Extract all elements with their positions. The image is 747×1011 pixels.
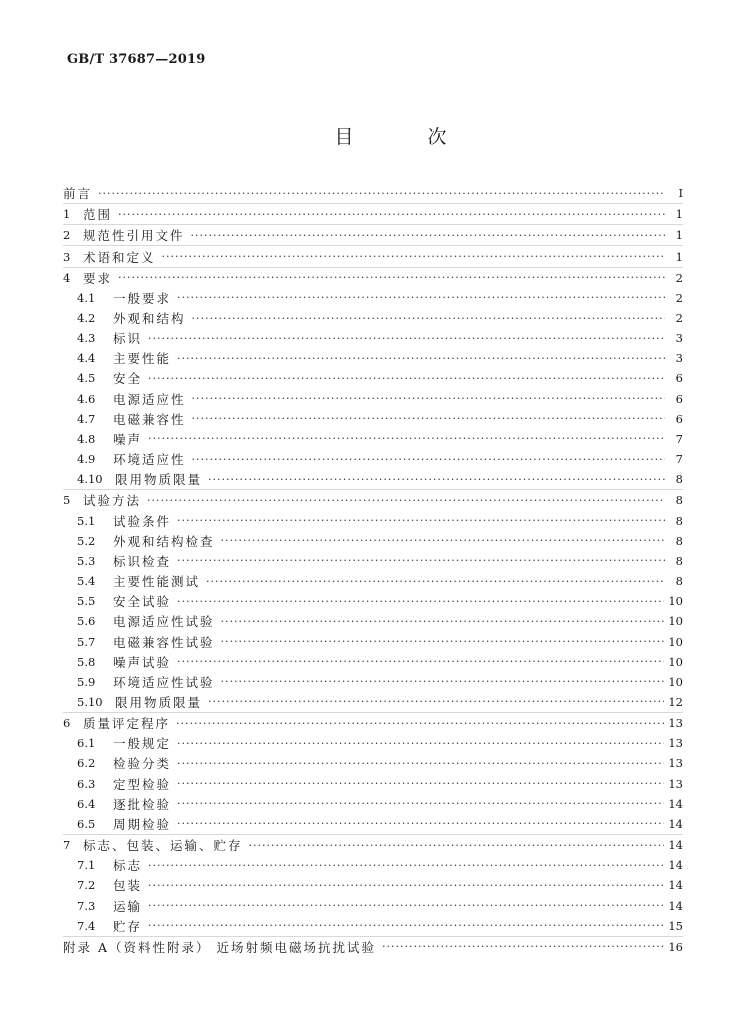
toc-entry[interactable] <box>63 611 683 631</box>
toc-entry[interactable] <box>63 895 683 915</box>
toc-entry-title: 噪声试验 <box>113 654 172 670</box>
dot-leader <box>177 655 664 668</box>
dot-leader <box>177 817 664 830</box>
toc-entry[interactable] <box>63 531 683 551</box>
toc-entry[interactable] <box>63 652 683 672</box>
toc-entry-number: 7.3 <box>77 898 96 913</box>
dot-leader <box>177 514 665 527</box>
toc-entry[interactable] <box>63 288 683 308</box>
toc-entry-title: 检验分类 <box>113 756 172 772</box>
page-title: 目 次 <box>334 126 481 148</box>
toc-entry-number: 7 <box>63 838 71 853</box>
toc-entry-page: 14 <box>668 796 683 811</box>
toc-entry-page: 14 <box>668 816 683 831</box>
toc-entry-page: 13 <box>668 736 683 751</box>
toc-entry-page: 10 <box>668 614 683 629</box>
toc-entry-page: 7 <box>675 431 683 446</box>
toc-entry[interactable] <box>63 551 683 571</box>
toc-entry-page: 1 <box>675 249 683 264</box>
toc-entry-title: 标志 <box>113 858 143 874</box>
toc-entry-page: 10 <box>668 594 683 609</box>
toc-entry-title: 电磁兼容性 <box>113 411 186 427</box>
toc-entry-page: 7 <box>675 452 683 467</box>
toc-entry-number: 6.4 <box>77 796 96 811</box>
toc-entry-number: 4.9 <box>77 452 96 467</box>
toc-entry-number: 4.2 <box>77 311 96 326</box>
dot-leader <box>148 432 665 445</box>
toc-entry[interactable] <box>63 692 683 712</box>
dot-leader <box>208 473 665 486</box>
toc-entry-number: 4.10 <box>77 472 103 487</box>
toc-entry-title: 标志、包装、运输、贮存 <box>83 838 243 854</box>
toc-entry-number: 7.2 <box>77 878 96 893</box>
toc-entry-number: 5.10 <box>77 694 103 709</box>
toc-entry[interactable] <box>63 245 683 266</box>
toc-entry-page: 8 <box>675 553 683 568</box>
dot-leader <box>192 412 665 425</box>
toc-entry-page: 16 <box>668 939 683 954</box>
toc-entry[interactable] <box>63 916 683 936</box>
toc-entry-number: 6.1 <box>77 736 96 751</box>
toc-entry-title: 试验条件 <box>113 513 172 529</box>
dot-leader <box>177 554 665 567</box>
toc-entry-number: 4.3 <box>77 331 96 346</box>
dot-leader <box>147 494 665 507</box>
dot-leader <box>249 839 665 852</box>
toc-entry-page: 8 <box>675 533 683 548</box>
toc-entry-title: 限用物质限量 <box>115 472 203 488</box>
toc-entry-page: 14 <box>668 878 683 893</box>
toc-entry-title: 外观和结构 <box>113 311 186 327</box>
toc-entry-page: 2 <box>675 270 683 285</box>
toc-entry-page: 2 <box>675 311 683 326</box>
toc-entry-page: 8 <box>675 472 683 487</box>
dot-leader <box>221 675 665 688</box>
toc-entry-title: 环境适应性 <box>113 452 186 468</box>
toc-entry-title: 要求 <box>83 270 113 286</box>
toc-entry-title: 周期检验 <box>113 816 172 832</box>
toc-entry-page: 14 <box>668 838 683 853</box>
toc-entry[interactable] <box>63 183 683 203</box>
toc-entry-number: 4.8 <box>77 431 96 446</box>
dot-leader <box>382 940 664 953</box>
toc-entry-number: 5.3 <box>77 553 96 568</box>
toc-entry-page: 8 <box>675 493 683 508</box>
toc-entry-number: 6.5 <box>77 816 96 831</box>
toc-entry-number: 4.1 <box>77 290 96 305</box>
toc-entry[interactable] <box>63 328 683 348</box>
toc-entry-number: 5.5 <box>77 594 96 609</box>
toc-entry-title: 一般规定 <box>113 736 172 752</box>
toc-entry-title: 前言 <box>63 186 93 202</box>
toc-entry[interactable] <box>63 774 683 794</box>
toc-entry-page: 13 <box>668 776 683 791</box>
toc-entry-title: 主要性能测试 <box>113 574 201 590</box>
dot-leader <box>177 595 664 608</box>
dot-leader <box>98 187 665 200</box>
toc-entry[interactable] <box>63 875 683 895</box>
toc-entry-page: 14 <box>668 898 683 913</box>
toc-entry[interactable] <box>63 203 683 224</box>
dot-leader <box>148 332 665 345</box>
dot-leader <box>221 534 665 547</box>
dot-leader <box>148 859 664 872</box>
toc-entry-title: 一般要求 <box>113 290 172 306</box>
dot-leader <box>148 372 665 385</box>
toc-entry[interactable] <box>63 834 683 855</box>
toc-entry-title: 安全试验 <box>113 594 172 610</box>
toc-entry-title: 运输 <box>113 898 143 914</box>
toc-entry-page: 1 <box>675 228 683 243</box>
toc-entry-number: 6 <box>63 716 71 731</box>
toc-entry-number: 5.7 <box>77 634 96 649</box>
toc-entry-title: 包装 <box>113 878 143 894</box>
toc-entry-page: 15 <box>668 918 683 933</box>
toc-entry-number: 2 <box>63 228 71 243</box>
dot-leader <box>148 899 664 912</box>
toc-entry-number: 5.9 <box>77 674 96 689</box>
dot-leader <box>176 717 664 730</box>
toc-entry-page: 10 <box>668 674 683 689</box>
toc-entry-page: 6 <box>675 411 683 426</box>
toc-entry-page: 14 <box>668 858 683 873</box>
toc-entry-title: 标识 <box>113 331 143 347</box>
toc-entry[interactable] <box>63 409 683 429</box>
toc-entry[interactable] <box>63 389 683 409</box>
toc-entry-title: 标识检查 <box>113 553 172 569</box>
toc-entry-number: 5.1 <box>77 513 96 528</box>
toc-entry-page: 6 <box>675 371 683 386</box>
toc-entry[interactable] <box>63 712 683 733</box>
toc-entry-title: 贮存 <box>113 918 143 934</box>
toc-entry-title: 质量评定程序 <box>83 716 171 732</box>
toc-entry-title: 电源适应性试验 <box>113 614 215 630</box>
toc-entry-title: 定型检验 <box>113 776 172 792</box>
dot-leader <box>148 879 664 892</box>
toc-entry[interactable] <box>63 308 683 328</box>
toc-entry-page: 1 <box>675 207 683 222</box>
toc-entry-title: 限用物质限量 <box>115 694 203 710</box>
toc-entry-page: 8 <box>675 574 683 589</box>
toc-entry-title: 附录 A（资料性附录） 近场射频电磁场抗扰试验 <box>63 939 376 955</box>
toc-entry-number: 4.7 <box>77 411 96 426</box>
dot-leader <box>162 250 665 263</box>
toc-entry[interactable] <box>63 814 683 834</box>
dot-leader <box>208 695 664 708</box>
toc-entry-page: 13 <box>668 756 683 771</box>
toc-entry[interactable] <box>63 855 683 875</box>
dot-leader <box>192 312 665 325</box>
toc-entry[interactable] <box>63 672 683 692</box>
toc-entry-page: Ⅰ <box>678 186 683 201</box>
toc-entry-title: 逐批检验 <box>113 796 172 812</box>
toc-entry-page: 12 <box>668 694 683 709</box>
toc-entry-number: 5 <box>63 493 71 508</box>
dot-leader <box>177 352 665 365</box>
dot-leader <box>191 229 665 242</box>
toc-entry[interactable] <box>63 733 683 753</box>
dot-leader <box>177 291 665 304</box>
toc-entry-number: 5.2 <box>77 533 96 548</box>
toc-entry-page: 6 <box>675 391 683 406</box>
toc-entry-number: 6.3 <box>77 776 96 791</box>
toc-entry-title: 外观和结构检查 <box>113 533 215 549</box>
toc-entry-page: 10 <box>668 634 683 649</box>
toc-entry-number: 5.8 <box>77 654 96 669</box>
dot-leader <box>221 635 665 648</box>
toc-entry-number: 5.6 <box>77 614 96 629</box>
toc-entry[interactable] <box>63 631 683 651</box>
toc-entry-number: 4.4 <box>77 351 96 366</box>
toc-entry[interactable] <box>63 489 683 510</box>
toc-entry-title: 环境适应性试验 <box>113 674 215 690</box>
toc-entry-number: 6.2 <box>77 756 96 771</box>
toc-entry-number: 4 <box>63 270 71 285</box>
dot-leader <box>148 919 664 932</box>
dot-leader <box>177 737 664 750</box>
toc-entry[interactable] <box>63 571 683 591</box>
dot-leader <box>177 777 664 790</box>
toc-entry-number: 1 <box>63 207 71 222</box>
dot-leader <box>118 271 665 284</box>
toc-entry[interactable] <box>63 936 683 957</box>
toc-entry-page: 3 <box>675 331 683 346</box>
toc-entry-title: 噪声 <box>113 431 143 447</box>
toc-entry[interactable] <box>63 224 683 245</box>
toc-entry[interactable] <box>63 449 683 469</box>
toc-entry-title: 试验方法 <box>83 493 142 509</box>
toc-entry-number: 5.4 <box>77 574 96 589</box>
table-of-contents <box>63 183 683 957</box>
dot-leader <box>177 797 664 810</box>
toc-entry-title: 主要性能 <box>113 351 172 367</box>
toc-entry-title: 安全 <box>113 371 143 387</box>
toc-entry-page: 8 <box>675 513 683 528</box>
toc-entry[interactable] <box>63 511 683 531</box>
toc-entry[interactable] <box>63 591 683 611</box>
toc-entry[interactable] <box>63 368 683 388</box>
toc-entry[interactable] <box>63 429 683 449</box>
toc-entry[interactable] <box>63 348 683 368</box>
dot-leader <box>206 575 665 588</box>
dot-leader <box>192 392 665 405</box>
toc-entry[interactable] <box>63 267 683 288</box>
toc-entry[interactable] <box>63 469 683 489</box>
toc-entry[interactable] <box>63 794 683 814</box>
toc-entry-page: 10 <box>668 654 683 669</box>
toc-entry-title: 规范性引用文件 <box>83 228 185 244</box>
toc-entry-title: 范围 <box>83 207 113 223</box>
toc-entry-number: 3 <box>63 249 71 264</box>
toc-entry-number: 4.5 <box>77 371 96 386</box>
toc-entry-title: 术语和定义 <box>83 249 156 265</box>
toc-entry-number: 7.1 <box>77 858 96 873</box>
toc-entry-page: 13 <box>668 716 683 731</box>
toc-entry[interactable] <box>63 753 683 773</box>
toc-entry-number: 4.6 <box>77 391 96 406</box>
dot-leader <box>118 208 665 221</box>
toc-entry-number: 7.4 <box>77 918 96 933</box>
toc-entry-page: 2 <box>675 290 683 305</box>
toc-entry-page: 3 <box>675 351 683 366</box>
dot-leader <box>177 757 664 770</box>
document-id: GB/T 37687—2019 <box>67 52 206 67</box>
dot-leader <box>192 453 665 466</box>
dot-leader <box>221 615 665 628</box>
toc-entry-title: 电磁兼容性试验 <box>113 634 215 650</box>
toc-entry-title: 电源适应性 <box>113 391 186 407</box>
